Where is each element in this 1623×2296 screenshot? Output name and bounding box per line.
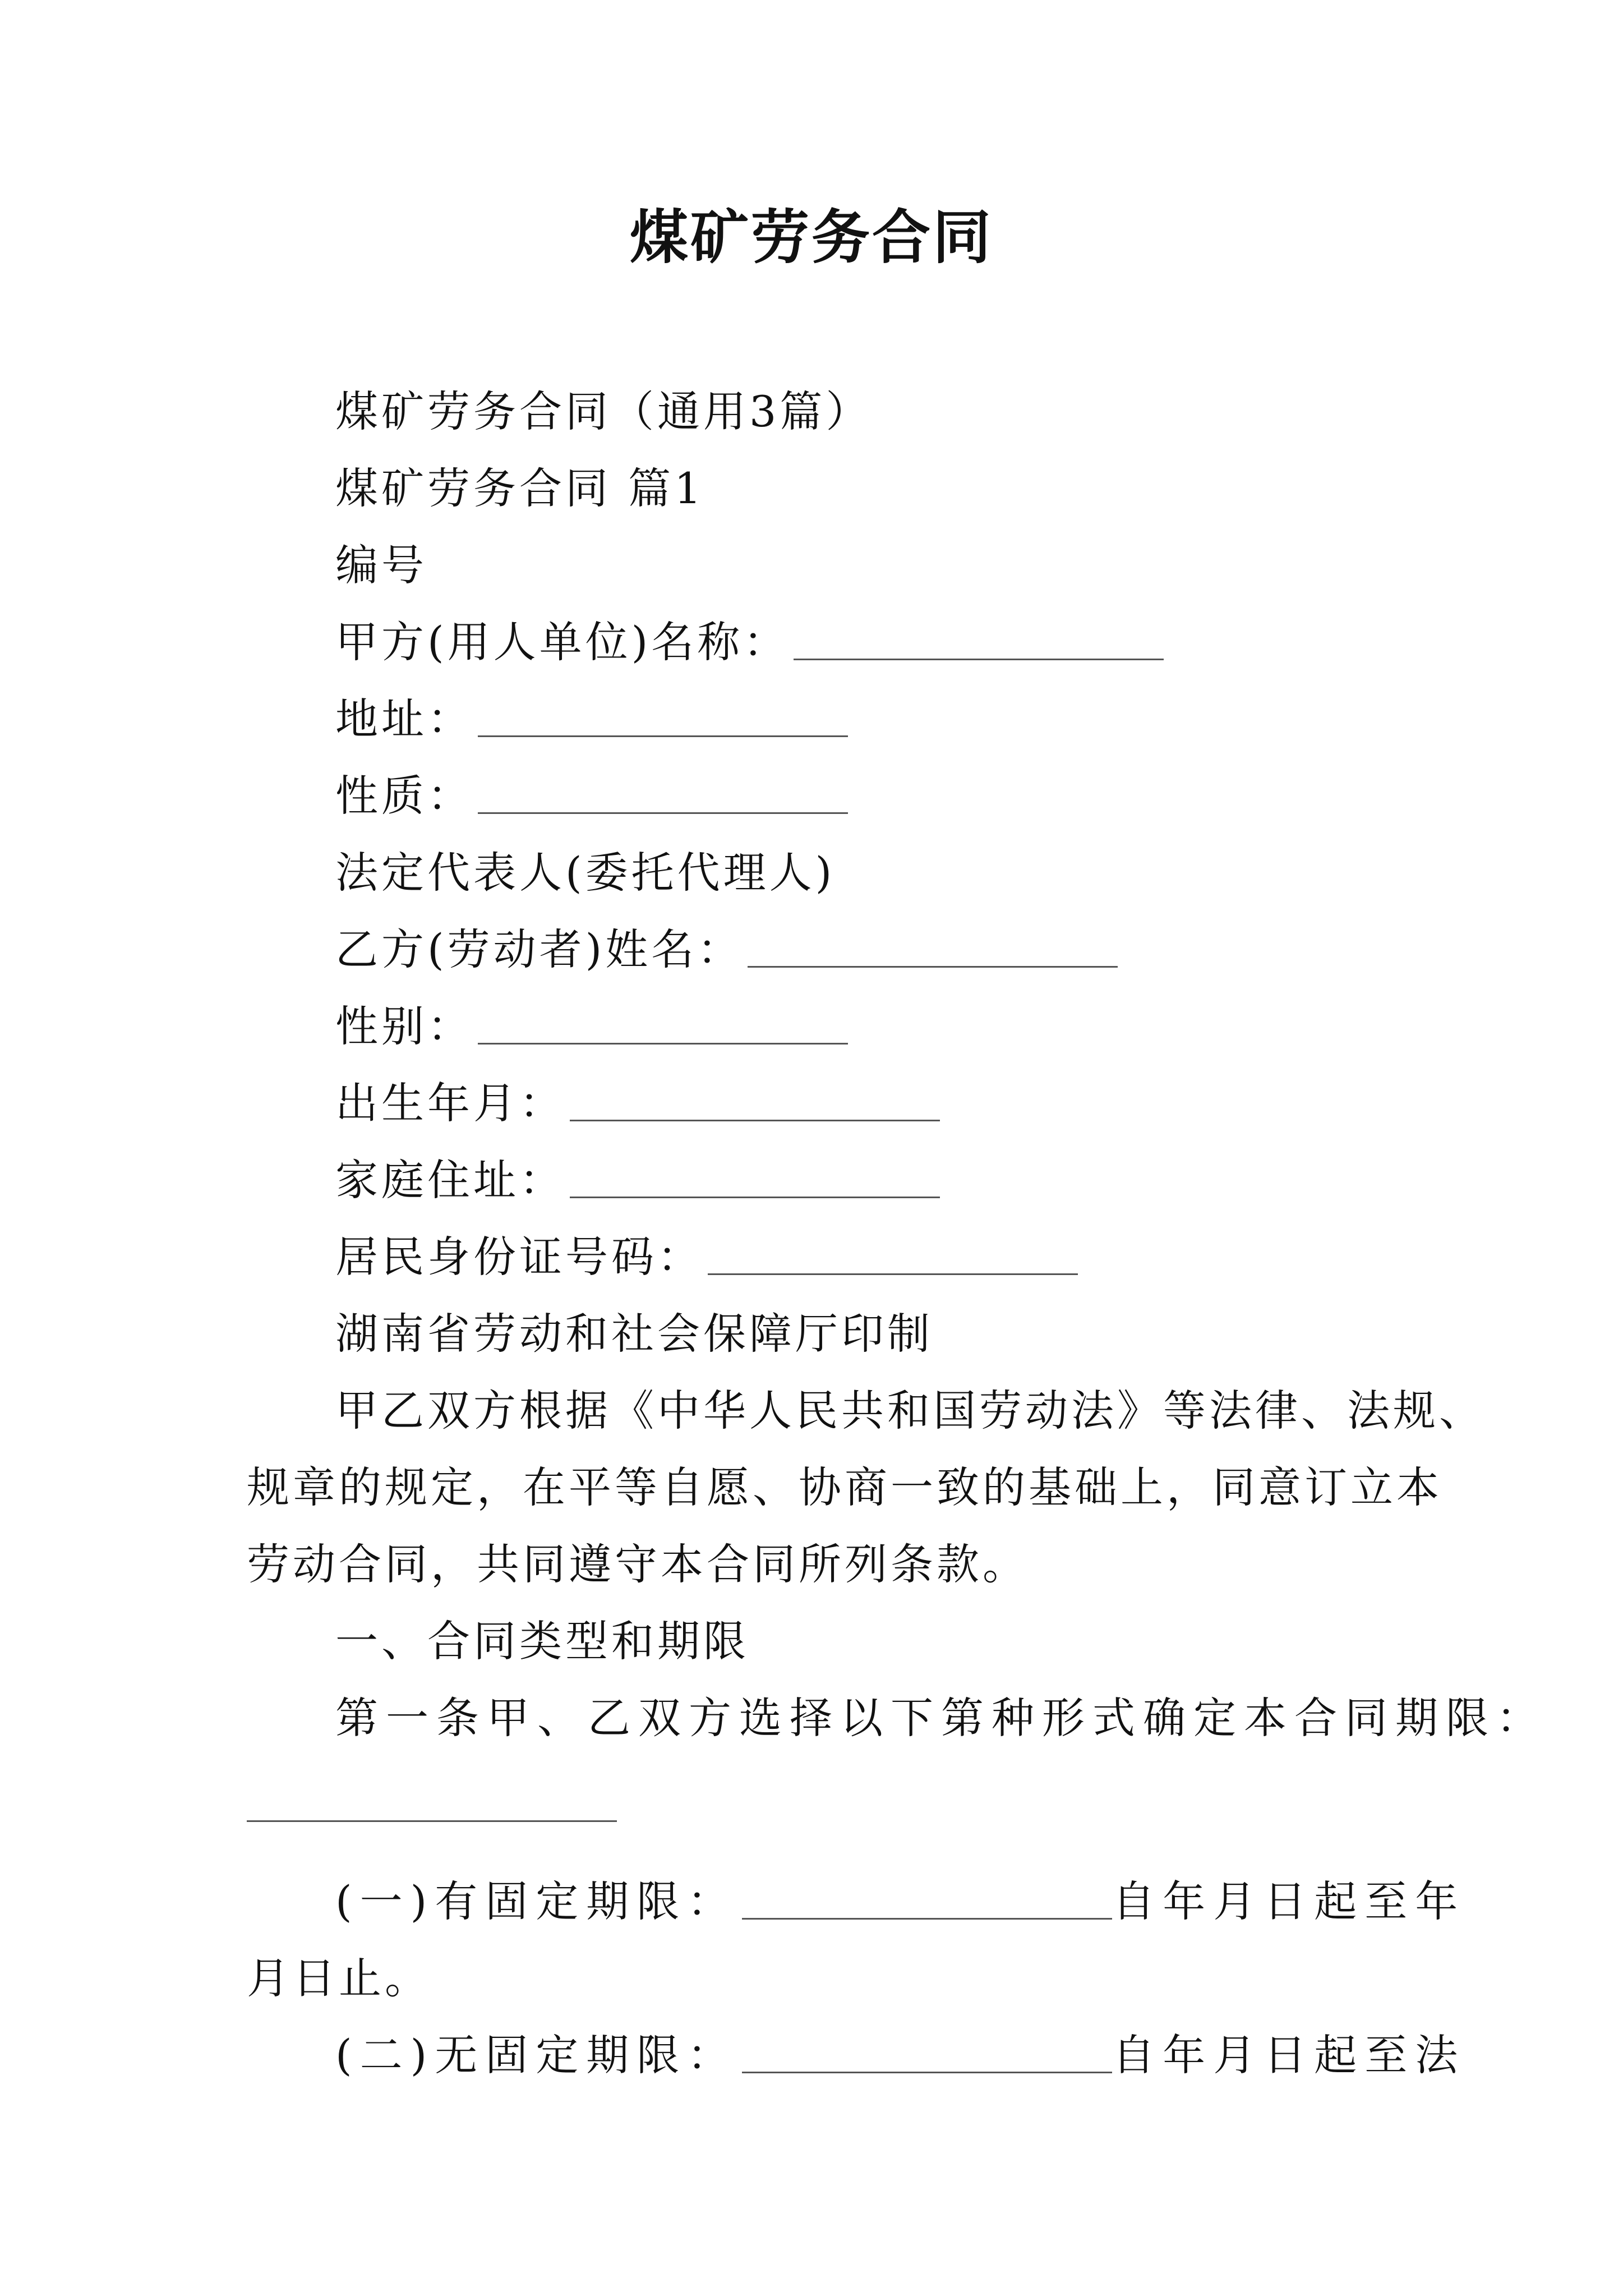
- legal-rep-label: 法定代表人(委托代理人): [335, 848, 836, 898]
- article-one-choice-blank: [247, 1818, 617, 1822]
- document-body: [0, 373, 1623, 2093]
- section-heading: 煤矿劳务合同 篇1: [335, 463, 705, 513]
- article-one-choice-row: [0, 1756, 1623, 1863]
- party-a-name-row: [0, 604, 1623, 680]
- open-term-tail: 自年月日起至法: [1112, 2030, 1466, 2080]
- preamble-line-1: 甲乙双方根据《中华人民共和国劳动法》等法律、法规、: [335, 1386, 1485, 1435]
- address-blank: [478, 733, 848, 737]
- birth-blank: [570, 1117, 940, 1121]
- gender-blank: [478, 1041, 848, 1045]
- id-number-blank: [708, 1271, 1078, 1275]
- fixed-term-end: 月日止。: [247, 1953, 431, 2003]
- fixed-term-tail: 自年月日起至年: [1112, 1876, 1466, 1926]
- fixed-term-row: [0, 1863, 1623, 1940]
- printer-line: 湖南省劳动和社会保障厅印制: [335, 1309, 933, 1359]
- number-label: 编号: [335, 540, 427, 590]
- open-term-row: [0, 2017, 1623, 2093]
- open-term-blank: [742, 2069, 1112, 2073]
- gender-label: 性别：: [335, 1001, 473, 1051]
- home-address-blank: [570, 1194, 940, 1198]
- article-one: 第一条甲、乙双方选择以下第种形式确定本合同期限：: [335, 1693, 1547, 1743]
- nature-row: [0, 757, 1623, 834]
- preamble-line-3: 劳动合同，共同遵守本合同所列条款。: [247, 1539, 1029, 1589]
- party-b-name-blank: [748, 964, 1118, 968]
- fixed-term-blank: [742, 1916, 1112, 1920]
- open-term-label: (二)无固定期限：: [335, 2030, 738, 2080]
- id-number-label: 居民身份证号码：: [335, 1232, 703, 1282]
- fixed-term-label: (一)有固定期限：: [335, 1876, 738, 1926]
- subtitle-line: 煤矿劳务合同（通用3篇）: [335, 386, 872, 436]
- nature-blank: [478, 810, 848, 814]
- home-address-label: 家庭住址：: [335, 1155, 565, 1205]
- birth-row: [0, 1065, 1623, 1142]
- party-a-name-label: 甲方(用人单位)名称：: [335, 617, 790, 667]
- home-address-row: [0, 1142, 1623, 1218]
- address-label: 地址：: [335, 694, 473, 744]
- party-b-name-row: [0, 911, 1623, 988]
- address-row: [0, 680, 1623, 757]
- document-title: 煤矿劳务合同: [629, 203, 993, 272]
- chapter-one-heading: 一、合同类型和期限: [335, 1616, 749, 1666]
- party-b-name-label: 乙方(劳动者)姓名：: [335, 924, 744, 974]
- birth-label: 出生年月：: [335, 1078, 565, 1128]
- party-a-name-blank: [794, 656, 1164, 660]
- gender-row: [0, 988, 1623, 1065]
- id-number-row: [0, 1218, 1623, 1295]
- nature-label: 性质：: [335, 771, 473, 821]
- preamble-line-2: 规章的规定，在平等自愿、协商一致的基础上，同意订立本: [247, 1462, 1442, 1512]
